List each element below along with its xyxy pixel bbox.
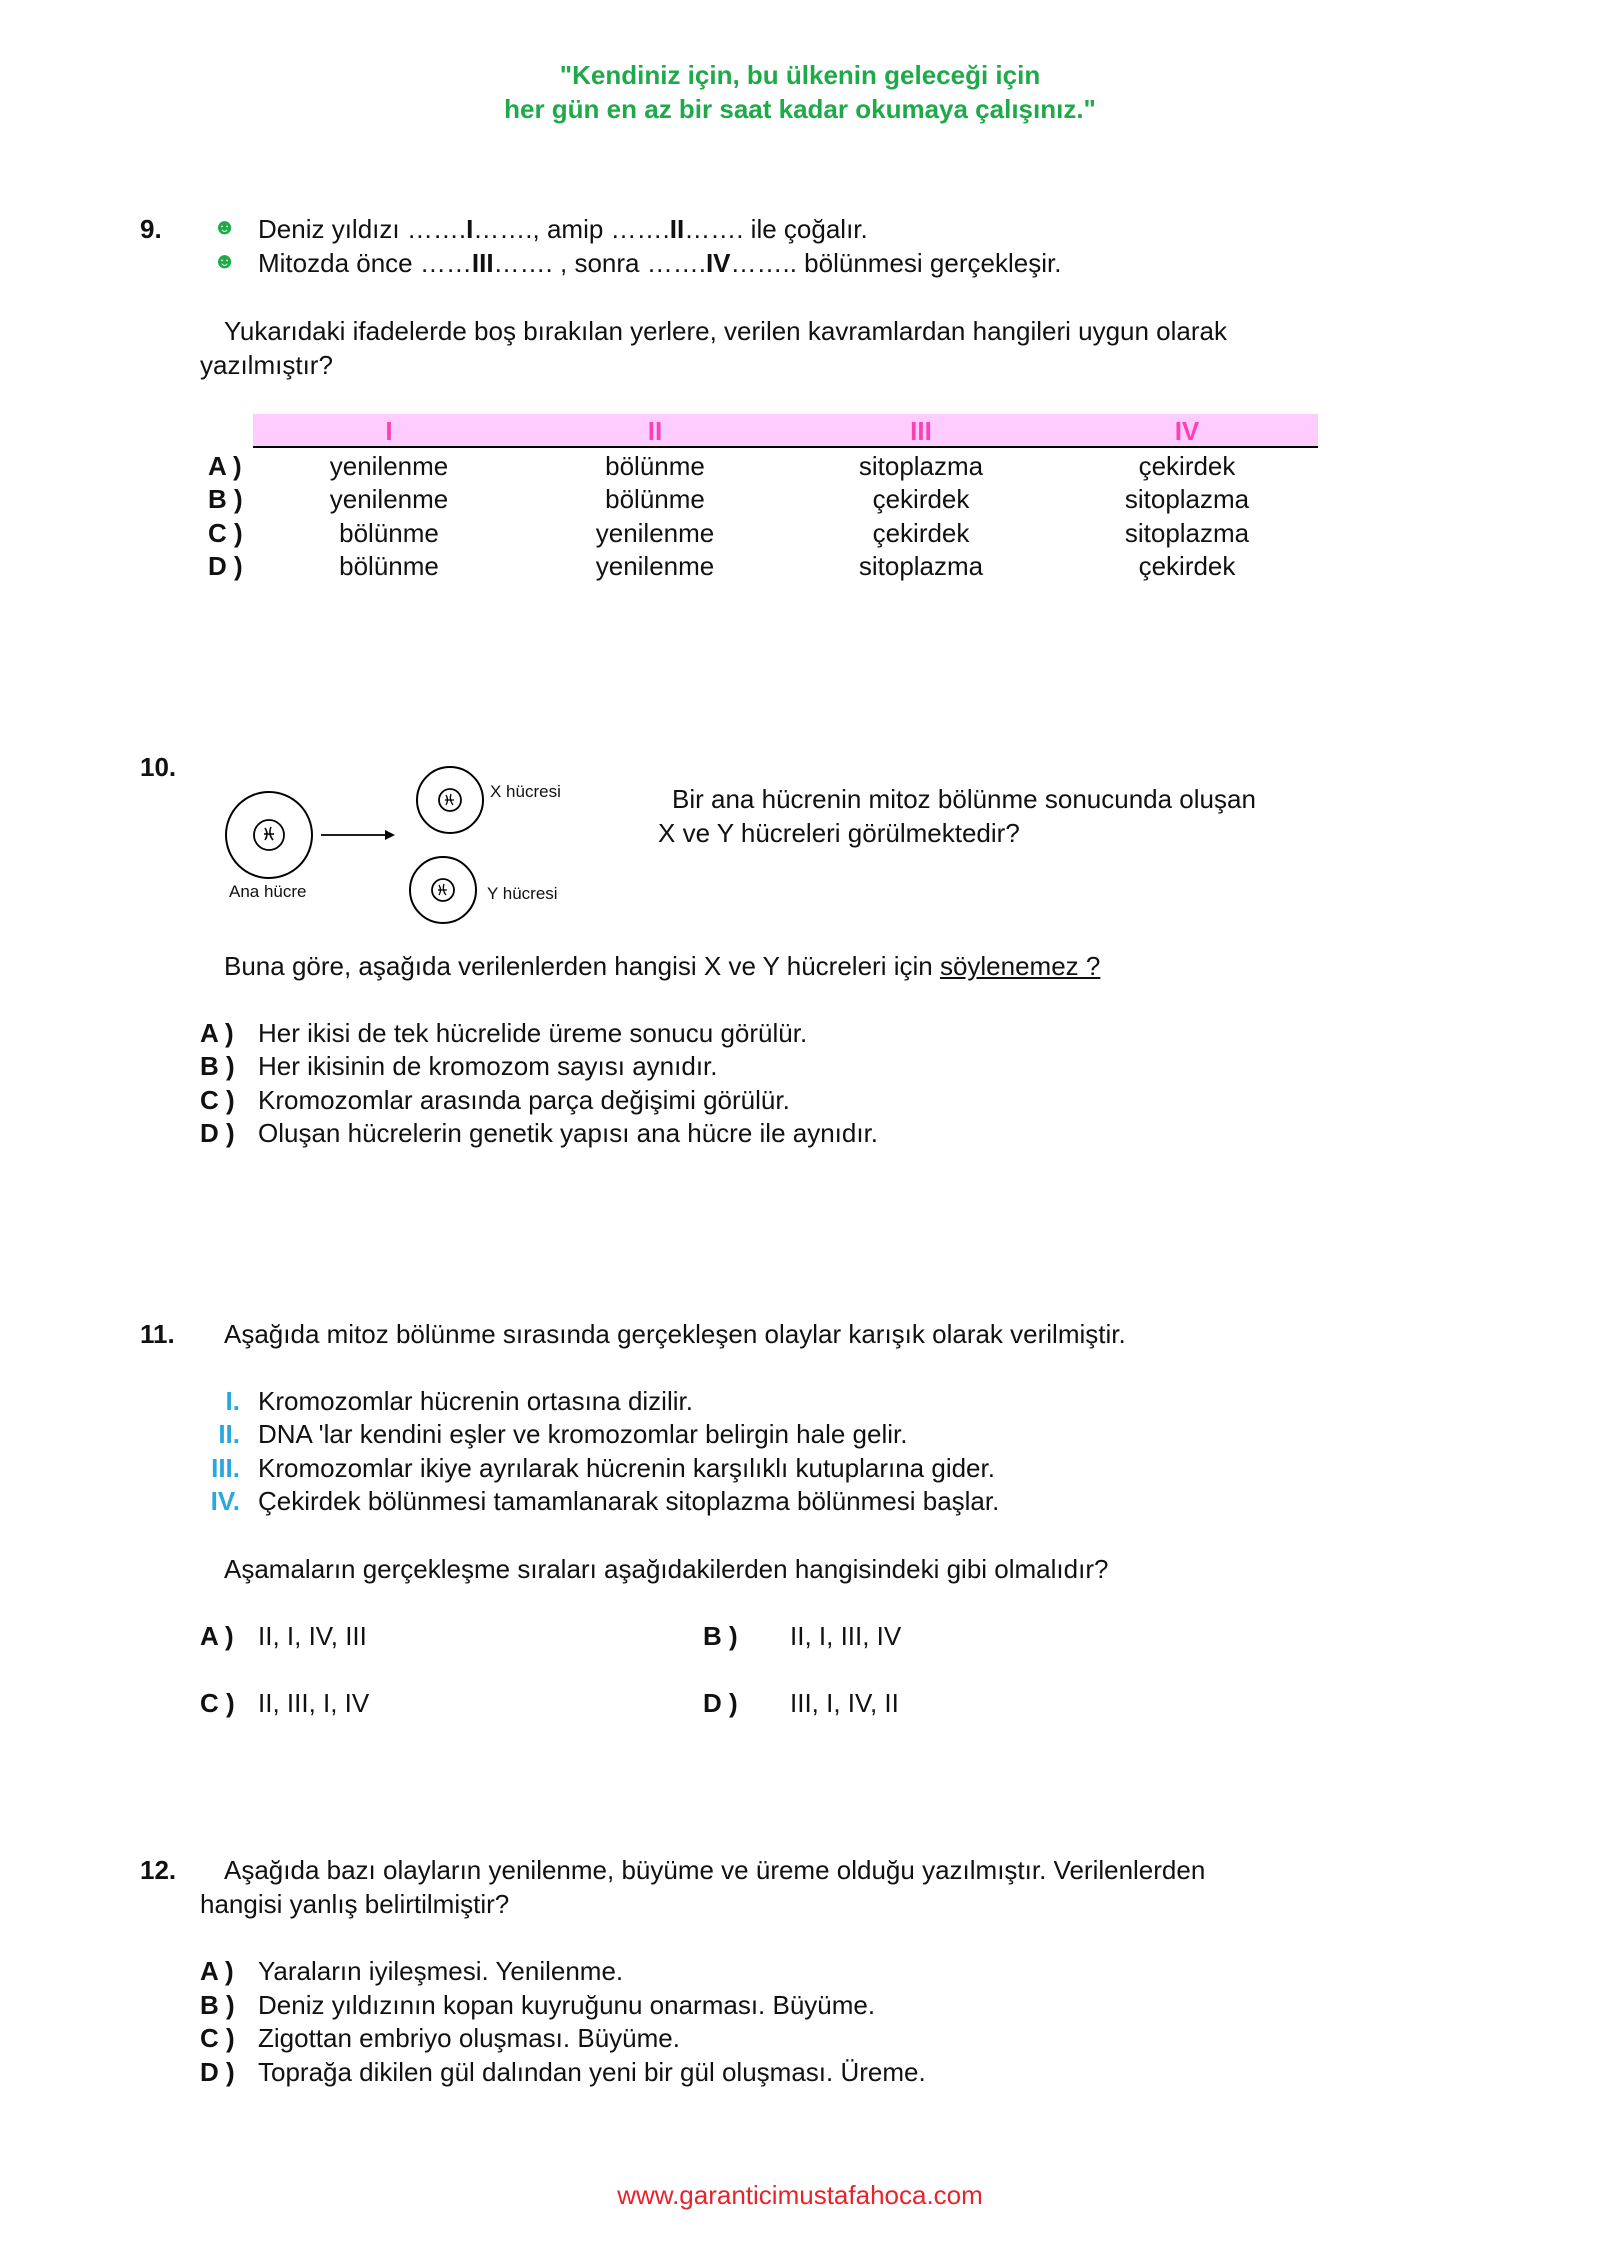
- event-text: Kromozomlar hücrenin ortasına dizilir.: [258, 1386, 693, 1416]
- arrow-head: [385, 830, 395, 840]
- option-label: C ): [200, 1085, 235, 1115]
- table-row-label: B ): [208, 484, 243, 514]
- question-11-number: 11.: [140, 1319, 175, 1349]
- table-cell: çekirdek: [872, 518, 970, 548]
- table-cell: yenilenme: [329, 451, 449, 481]
- q10-description-line1: Bir ana hücrenin mitoz bölünme sonucunda oluşan: [672, 784, 1256, 814]
- option-label: A ): [200, 1621, 234, 1651]
- mother-chromosomes: [264, 827, 274, 840]
- roman-numeral: I.: [225, 1386, 240, 1416]
- q9-statement-1: Deniz yıldızı …….I……., amip …….II……. ile çoğalır.: [258, 214, 868, 244]
- table-cell: yenilenme: [595, 551, 715, 581]
- smiley-bullet-icon: ☻: [213, 214, 237, 239]
- option-label: D ): [200, 1118, 235, 1148]
- option-label: B ): [200, 1051, 235, 1081]
- table-cell: bölünme: [605, 484, 705, 514]
- footer-website-link[interactable]: www.garanticimustafahoca.com: [617, 2180, 983, 2210]
- y-chromosomes: [438, 884, 447, 895]
- option-label: B ): [703, 1621, 738, 1651]
- roman-numeral: IV.: [210, 1486, 240, 1516]
- table-cell: yenilenme: [329, 484, 449, 514]
- table-header-iv: IV: [1174, 416, 1200, 446]
- q12-prompt-line2: hangisi yanlış belirtilmiştir?: [200, 1889, 510, 1919]
- option-text: Toprağa dikilen gül dalından yeni bir gül oluşması. Üreme.: [258, 2057, 926, 2087]
- question-10-number: 10.: [140, 752, 177, 782]
- table-header-iii: III: [910, 416, 932, 446]
- q11-intro: Aşağıda mitoz bölünme sırasında gerçekleşen olaylar karışık olarak verilmiştir.: [224, 1319, 1126, 1349]
- table-header-i: I: [385, 416, 393, 446]
- event-text: Kromozomlar ikiye ayrılarak hücrenin karşılıklı kutuplarına gider.: [258, 1453, 995, 1483]
- mother-cell-membrane: [226, 792, 312, 878]
- header-quote-line1: "Kendiniz için, bu ülkenin geleceği için: [559, 60, 1041, 90]
- option-text: Deniz yıldızının kopan kuyruğunu onarması. Büyüme.: [258, 1990, 876, 2020]
- mother-cell-label: Ana hücre: [229, 882, 307, 901]
- x-cell-label: X hücresi: [490, 782, 561, 801]
- option-text: Her ikisi de tek hücrelide üreme sonucu görülür.: [258, 1018, 808, 1048]
- table-header-ii: II: [647, 416, 663, 446]
- event-text: Çekirdek bölünmesi tamamlanarak sitoplazma bölünmesi başlar.: [258, 1486, 1000, 1516]
- roman-numeral: II.: [218, 1419, 240, 1449]
- table-row-label: D ): [208, 551, 243, 581]
- option-label: A ): [200, 1018, 234, 1048]
- option-text: Her ikisinin de kromozom sayısı aynıdır.: [258, 1051, 718, 1081]
- q11-prompt: Aşamaların gerçekleşme sıraları aşağıdakilerden hangisindeki gibi olmalıdır?: [224, 1554, 1109, 1584]
- q10-prompt: Buna göre, aşağıda verilenlerden hangisi X ve Y hücreleri için söylenemez ?: [224, 951, 1101, 981]
- question-12-number: 12.: [140, 1855, 177, 1885]
- option-text: III, I, IV, II: [790, 1688, 899, 1718]
- option-label: C ): [200, 1688, 235, 1718]
- smiley-bullet-icon: ☻: [213, 248, 237, 273]
- option-text: II, I, IV, III: [258, 1621, 367, 1651]
- header-quote-line2: her gün en az bir saat kadar okumaya çalışınız.": [504, 94, 1096, 124]
- table-cell: çekirdek: [1138, 551, 1236, 581]
- table-cell: sitoplazma: [1124, 484, 1250, 514]
- option-label: D ): [200, 2057, 235, 2087]
- table-cell: çekirdek: [1138, 451, 1236, 481]
- table-cell: sitoplazma: [858, 451, 984, 481]
- q9-statement-2: Mitozda önce ……III……. , sonra …….IV…….. bölünmesi gerçekleşir.: [258, 248, 1062, 278]
- option-text: Yaraların iyileşmesi. Yenilenme.: [258, 1956, 624, 1986]
- y-cell-label: Y hücresi: [487, 884, 558, 903]
- option-text: Oluşan hücrelerin genetik yapısı ana hücre ile aynıdır.: [258, 1118, 879, 1148]
- option-text: Zigottan embriyo oluşması. Büyüme.: [258, 2023, 680, 2053]
- table-cell: sitoplazma: [858, 551, 984, 581]
- q10-description-line2: X ve Y hücreleri görülmektedir?: [658, 818, 1020, 848]
- table-cell: bölünme: [339, 551, 439, 581]
- q12-prompt-line1: Aşağıda bazı olayların yenilenme, büyüme ve üreme olduğu yazılmıştır. Verilenlerden: [224, 1855, 1206, 1885]
- table-cell: bölünme: [605, 451, 705, 481]
- table-cell: bölünme: [339, 518, 439, 548]
- roman-numeral: III.: [211, 1453, 240, 1483]
- option-text: II, I, III, IV: [790, 1621, 902, 1651]
- question-9-number: 9.: [140, 214, 162, 244]
- option-label: A ): [200, 1956, 234, 1986]
- q9-prompt-line1: Yukarıdaki ifadelerde boş bırakılan yerlere, verilen kavramlardan hangileri uygun olarak: [224, 316, 1227, 346]
- table-row-label: C ): [208, 518, 243, 548]
- event-text: DNA 'lar kendini eşler ve kromozomlar belirgin hale gelir.: [258, 1419, 908, 1449]
- option-label: B ): [200, 1990, 235, 2020]
- option-label: C ): [200, 2023, 235, 2053]
- table-cell: çekirdek: [872, 484, 970, 514]
- option-text: Kromozomlar arasında parça değişimi görülür.: [258, 1085, 790, 1115]
- table-cell: sitoplazma: [1124, 518, 1250, 548]
- option-text: II, III, I, IV: [258, 1688, 370, 1718]
- table-row-label: A ): [208, 451, 242, 481]
- table-cell: yenilenme: [595, 518, 715, 548]
- q9-prompt-line2: yazılmıştır?: [200, 350, 333, 380]
- x-chromosomes: [445, 794, 454, 805]
- option-label: D ): [703, 1688, 738, 1718]
- mother-cell-nucleus: [254, 820, 284, 850]
